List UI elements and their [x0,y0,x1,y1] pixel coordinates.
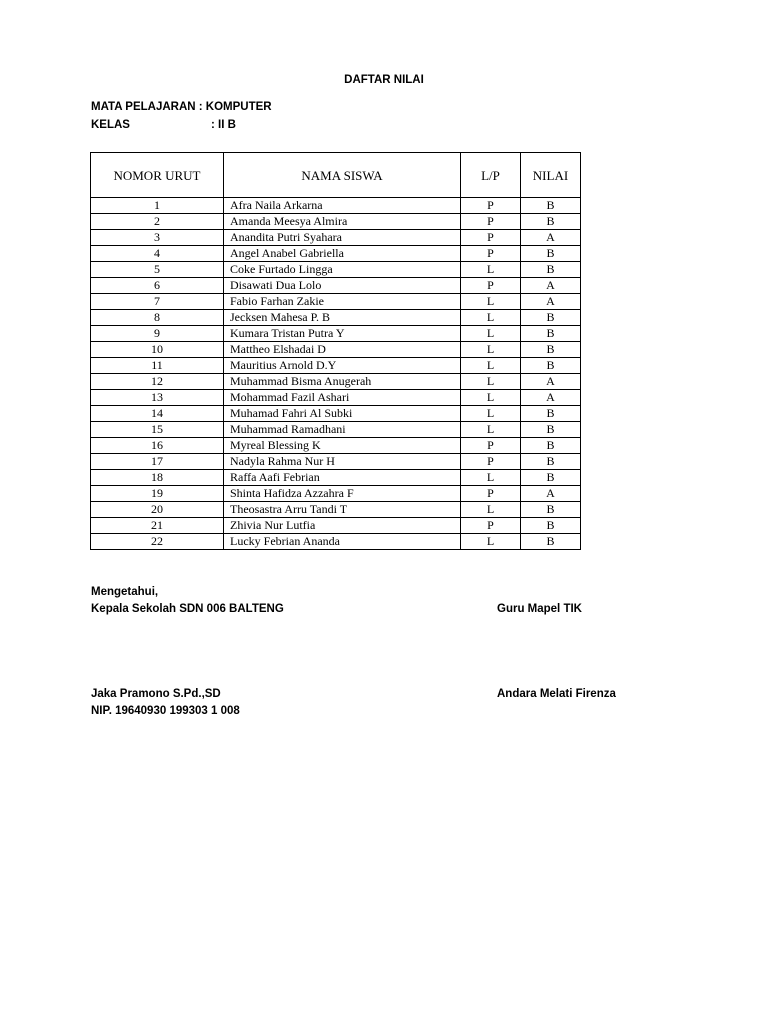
table-row [91,310,581,326]
table-row [91,406,581,422]
student-grade: A [521,486,581,502]
student-name: Disawati Dua Lolo [224,278,461,294]
class-line [91,119,236,131]
student-grade: B [521,502,581,518]
student-grade: A [521,278,581,294]
teacher-title: Guru Mapel TIK [497,603,582,615]
student-name: Muhammad Bisma Anugerah [224,374,461,390]
principal-nip: NIP. 19640930 199303 1 008 [91,705,240,717]
student-grade: B [521,406,581,422]
student-name: Shinta Hafidza Azzahra F [224,486,461,502]
student-gender: L [461,470,521,486]
table-row [91,358,581,374]
row-number: 2 [91,214,224,230]
table-row [91,518,581,534]
column-header-name: NAMA SISWA [224,153,461,198]
student-gender: P [461,246,521,262]
class-label: KELAS [91,119,130,131]
table-row [91,454,581,470]
table-row [91,262,581,278]
student-gender: L [461,294,521,310]
student-grade: A [521,374,581,390]
student-grade: B [521,246,581,262]
row-number: 18 [91,470,224,486]
student-gender: L [461,262,521,278]
student-grade: B [521,198,581,214]
row-number: 14 [91,406,224,422]
student-name: Jecksen Mahesa P. B [224,310,461,326]
class-value: : II B [211,119,236,131]
table-row [91,502,581,518]
student-grade: A [521,390,581,406]
student-name: Myreal Blessing K [224,438,461,454]
student-gender: P [461,438,521,454]
student-grade: B [521,534,581,550]
row-number: 4 [91,246,224,262]
table-row [91,486,581,502]
student-grade: B [521,454,581,470]
student-name: Raffa Aafi Febrian [224,470,461,486]
student-name: Muhammad Ramadhani [224,422,461,438]
table-row [91,390,581,406]
student-name: Mohammad Fazil Ashari [224,390,461,406]
row-number: 9 [91,326,224,342]
student-gender: P [461,486,521,502]
table-row [91,230,581,246]
principal-title: Kepala Sekolah SDN 006 BALTENG [91,603,284,615]
row-number: 6 [91,278,224,294]
acknowledged-label: Mengetahui, [91,586,159,598]
student-name: Muhamad Fahri Al Subki [224,406,461,422]
row-number: 21 [91,518,224,534]
student-name: Theosastra Arru Tandi T [224,502,461,518]
student-gender: P [461,278,521,294]
document-title: DAFTAR NILAI [344,74,424,86]
subject-line: MATA PELAJARAN : KOMPUTER [91,101,272,113]
student-gender: L [461,390,521,406]
student-grade: B [521,326,581,342]
student-name: Amanda Meesya Almira [224,214,461,230]
student-gender: L [461,342,521,358]
student-grade: B [521,358,581,374]
student-grade: B [521,438,581,454]
student-gender: L [461,502,521,518]
student-gender: L [461,358,521,374]
row-number: 17 [91,454,224,470]
row-number: 8 [91,310,224,326]
row-number: 3 [91,230,224,246]
teacher-name: Andara Melati Firenza [497,688,616,700]
grades-table [90,152,581,550]
row-number: 7 [91,294,224,310]
table-row [91,198,581,214]
student-gender: L [461,374,521,390]
table-row [91,534,581,550]
student-gender: L [461,326,521,342]
student-grade: A [521,294,581,310]
row-number: 22 [91,534,224,550]
table-row [91,214,581,230]
row-number: 10 [91,342,224,358]
student-name: Afra Naila Arkarna [224,198,461,214]
student-name: Lucky Febrian Ananda [224,534,461,550]
student-gender: P [461,454,521,470]
table-row [91,422,581,438]
student-grade: B [521,342,581,358]
principal-name: Jaka Pramono S.Pd.,SD [91,688,221,700]
student-name: Kumara Tristan Putra Y [224,326,461,342]
student-name: Mattheo Elshadai D [224,342,461,358]
student-grade: B [521,310,581,326]
table-row [91,438,581,454]
row-number: 13 [91,390,224,406]
row-number: 16 [91,438,224,454]
column-header-gender: L/P [461,153,521,198]
student-gender: P [461,214,521,230]
student-grade: B [521,518,581,534]
table-row [91,326,581,342]
row-number: 1 [91,198,224,214]
row-number: 20 [91,502,224,518]
student-gender: L [461,534,521,550]
student-grade: A [521,230,581,246]
table-header-row [91,153,581,198]
student-name: Fabio Farhan Zakie [224,294,461,310]
row-number: 19 [91,486,224,502]
row-number: 15 [91,422,224,438]
table-row [91,294,581,310]
student-grade: B [521,422,581,438]
student-name: Zhivia Nur Lutfia [224,518,461,534]
row-number: 11 [91,358,224,374]
student-gender: L [461,406,521,422]
student-name: Anandita Putri Syahara [224,230,461,246]
table-row [91,470,581,486]
student-grade: B [521,470,581,486]
student-gender: L [461,310,521,326]
table-row [91,278,581,294]
student-gender: L [461,422,521,438]
table-row [91,374,581,390]
row-number: 5 [91,262,224,278]
table-row [91,342,581,358]
student-gender: P [461,518,521,534]
column-header-number: NOMOR URUT [91,153,224,198]
student-gender: P [461,198,521,214]
student-name: Angel Anabel Gabriella [224,246,461,262]
student-name: Mauritius Arnold D.Y [224,358,461,374]
student-name: Nadyla Rahma Nur H [224,454,461,470]
student-grade: B [521,262,581,278]
table-row [91,246,581,262]
student-gender: P [461,230,521,246]
student-grade: B [521,214,581,230]
student-name: Coke Furtado Lingga [224,262,461,278]
row-number: 12 [91,374,224,390]
column-header-grade: NILAI [521,153,581,198]
